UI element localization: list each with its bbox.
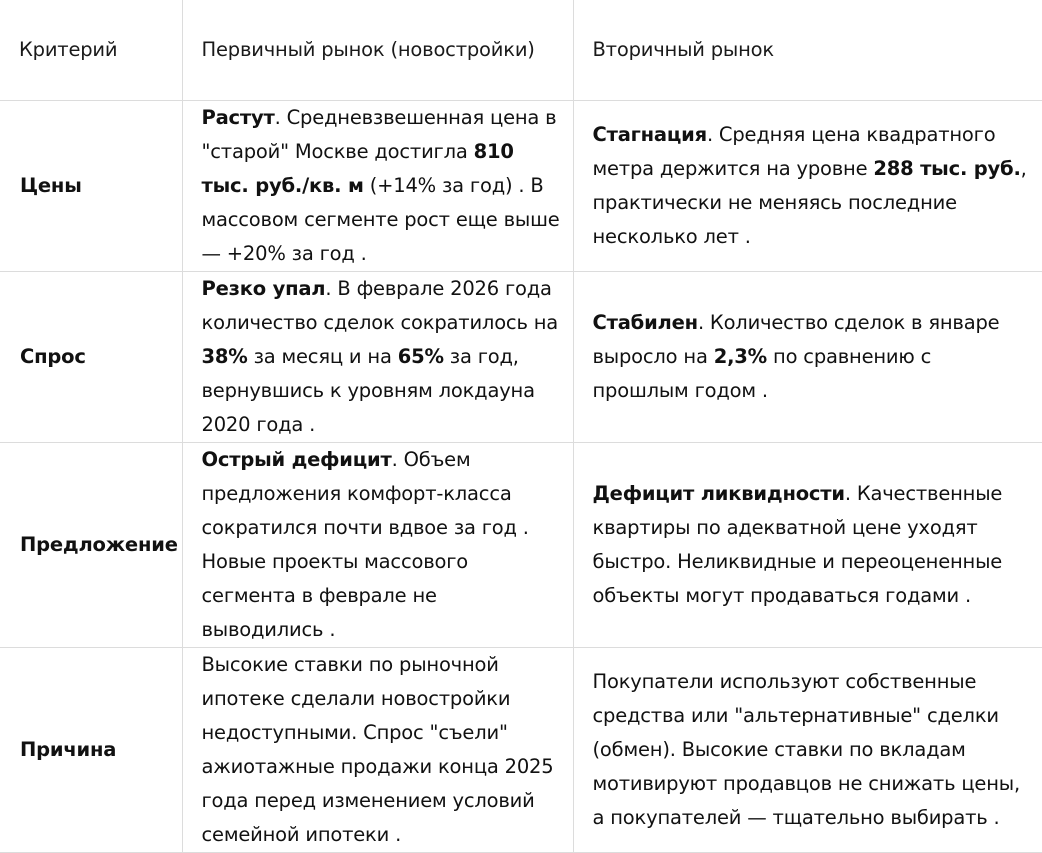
supply-secondary-cell [573,442,1042,647]
table-row-supply [0,442,1042,647]
reason-secondary-text-1: Покупатели используют собственные средства или "альтернативные" сделки (обмен). Высокие ставки по вкладам мотивируют продавцов не снижать цены, а покупателей — тщательно выбирать . [592,669,1020,829]
table-row-prices [0,100,1042,271]
table-row-reason [0,647,1042,852]
supply-primary-cell [182,442,573,647]
table-row-demand [0,271,1042,442]
criterion-supply: Предложение [0,442,182,647]
demand-secondary-lead: Стабилен [592,310,698,334]
criterion-demand: Спрос [0,271,182,442]
demand-secondary-text-1: . Количество сделок в январе выросло на [592,310,1000,368]
table-header-row [0,0,1042,100]
supply-primary-text-1: . Объем предложения комфорт-класса сократился почти вдвое за год . Новые проекты массового сегмента в феврале не выводились . [201,447,529,641]
prices-primary-cell [182,100,573,271]
demand-primary-text-3: за год, вернувшись к уровням локдауна 2020 года . [201,344,535,436]
reason-secondary-cell [573,647,1042,852]
prices-secondary-highlight-1: 288 тыс. руб. [873,156,1021,180]
prices-primary-highlight-1: 810 тыс. руб./кв. м [201,139,514,197]
prices-secondary-text-2: , практически не меняясь последние несколько лет . [592,156,1027,248]
header-primary-market: Первичный рынок (новостройки) [182,0,573,100]
reason-primary-cell [182,647,573,852]
demand-primary-lead: Резко упал [201,276,326,300]
prices-secondary-lead: Стагнация [592,122,707,146]
demand-secondary-cell [573,271,1042,442]
supply-secondary-lead: Дефицит ликвидности [592,481,845,505]
prices-primary-text-1: . Средневзвешенная цена в "старой" Москве достигла [201,105,557,163]
demand-secondary-highlight-1: 2,3% [713,344,768,368]
reason-primary-text-1: Высокие ставки по рыночной ипотеке сделали новостройки недоступными. Спрос "съели" ажиотажные продажи конца 2025 года перед изменением условий семейной ипотеки . [201,652,554,846]
demand-primary-highlight-1: 38% [201,344,248,368]
supply-primary-lead: Острый дефицит [201,447,392,471]
header-criterion: Критерий [0,0,182,100]
prices-primary-text-2: (+14% за год) . В массовом сегменте рост еще выше — +20% за год . [201,173,560,265]
criterion-prices: Цены [0,100,182,271]
demand-secondary-text-2: по сравнению с прошлым годом . [592,344,932,402]
supply-secondary-text-1: . Качественные квартиры по адекватной цене уходят быстро. Неликвидные и переоцененные объекты могут продаваться годами . [592,481,1003,607]
prices-secondary-text-1: . Средняя цена квадратного метра держится на уровне [592,122,996,180]
criterion-reason: Причина [0,647,182,852]
demand-primary-text-2: за месяц и на [247,344,398,368]
prices-primary-lead: Растут [201,105,275,129]
demand-primary-cell [182,271,573,442]
header-secondary-market: Вторичный рынок [573,0,1042,100]
prices-secondary-cell [573,100,1042,271]
demand-primary-text-1: . В феврале 2026 года количество сделок сократилось на [201,276,559,334]
demand-primary-highlight-2: 65% [397,344,444,368]
